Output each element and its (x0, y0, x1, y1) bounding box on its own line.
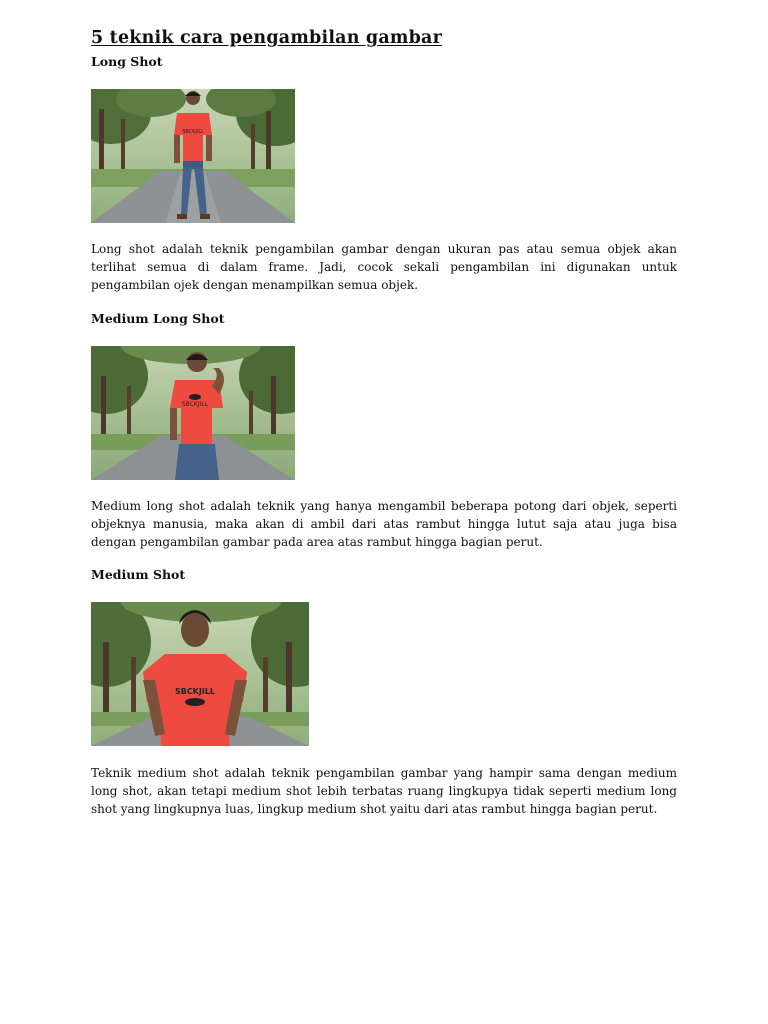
shirt-print-text: SBCKJILL (182, 129, 204, 135)
shirt-print-text: SBCKJILL (174, 687, 216, 696)
medium-shot-photo (91, 602, 309, 746)
section-text-medium-shot: Teknik medium shot adalah teknik pengambilan gambar yang hampir sama dengan medium long shot, akan tetapi medium shot lebih terbatas ruang lingkupya tidak seperti medium long shot yang lingkupnya luas, lingkup medium shot yaitu dari atas rambut hingga bagian perut. (91, 766, 677, 816)
long-shot-photo (91, 89, 295, 223)
section-heading-medium-long-shot: Medium Long Shot (91, 311, 225, 326)
section-heading-medium-shot: Medium Shot (91, 567, 186, 582)
shirt-print-text: SBCKJILL (181, 401, 209, 408)
section-text-medium-long-shot: Medium long shot adalah teknik yang hanya mengambil beberapa potong dari objek, seperti objeknya manusia, maka akan di ambil dari atas rambut hingga lutut saja atau juga bisa dengan pengambilan gambar pada area atas rambut hingga bagian perut. (91, 499, 677, 549)
section-heading-long-shot: Long Shot (91, 54, 163, 69)
medium-long-shot-photo (91, 346, 295, 480)
section-text-long-shot: Long shot adalah teknik pengambilan gambar dengan ukuran pas atau semua objek akan terlihat semua di dalam frame. Jadi, cocok sekali pengambilan ini digunakan untuk pengambilan ojek dengan menampilkan semua objek. (91, 242, 677, 292)
document-title: 5 teknik cara pengambilan gambar (91, 28, 443, 48)
